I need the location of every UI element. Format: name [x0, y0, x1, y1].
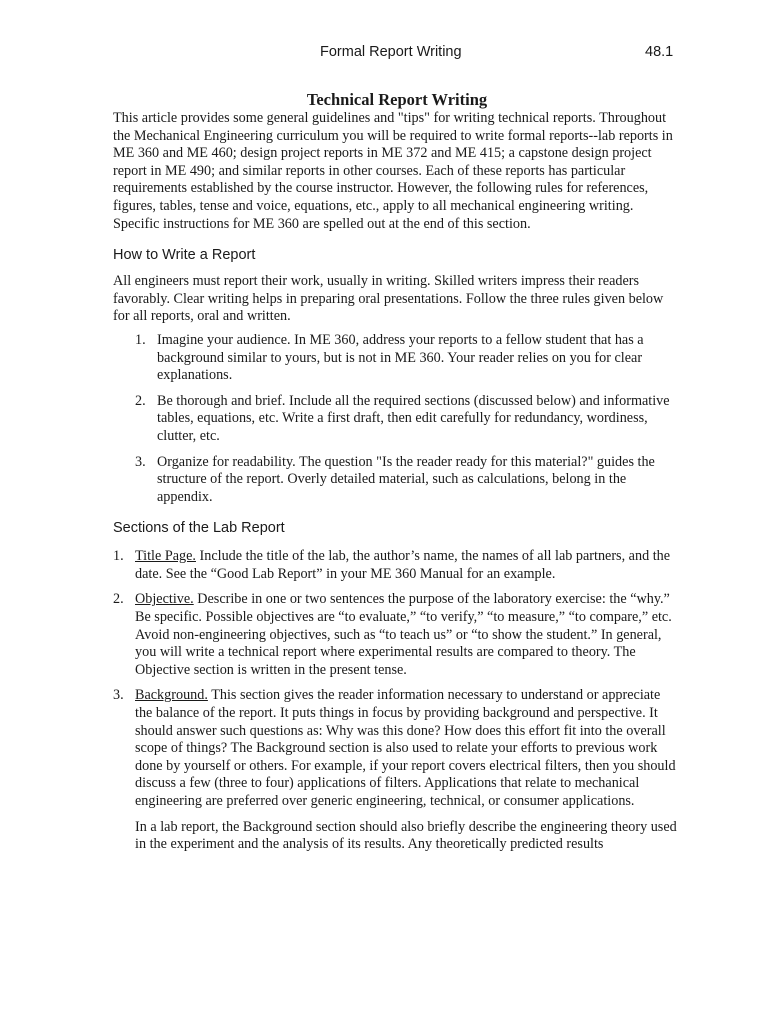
list-item-number: 1. [113, 548, 124, 565]
section-intro-paragraph: All engineers must report their work, usually in writing. Skilled writers impress their readers favorably. Clear writing helps in preparing oral presentations. Follow the three rules given below for all reports, oral and written. [113, 273, 664, 325]
section-heading-lab-report: Sections of the Lab Report [113, 520, 285, 537]
section-label-background: Background. [135, 687, 208, 704]
list-item-number: 3. [135, 453, 146, 470]
list-item-text: Organize for readability. The question "Is the reader ready for this material?" guides the structure of the report. Overly detailed material, such as calculations, belong in the appendix. [157, 453, 655, 505]
lab-report-sections-list [113, 548, 681, 854]
list-item-text: Imagine your audience. In ME 360, address your reports to a fellow student that has a background similar to yours, but is not in ME 360. Your reader relies on you for clear explanations. [157, 331, 644, 384]
list-item-number: 1. [135, 331, 146, 348]
intro-paragraph: This article provides some general guidelines and "tips" for writing technical reports. Throughout the Mechanical Engineering curriculum you will be required to write formal reports--lab reports in ME 360 and ME 460; design project reports in ME 372 and ME 415; a capstone design project report in ME 490; and similar reports in other courses. Each of these reports has particular requirements established by the course instructor. However, the following rules for references, figures, tables, tense and voice, equations, etc., apply to all mechanical engineering writing. Specific instructions for ME 360 are spelled out at the end of this section. [113, 110, 673, 232]
list-item-text: Include the title of the lab, the author’s name, the names of all lab partners, and the date. See the “Good Lab Report” in your ME 360 Manual for an example. [135, 548, 671, 582]
document-title: Technical Report Writing [306, 90, 488, 109]
list-item-number: 2. [135, 392, 146, 409]
list-item [113, 591, 681, 679]
list-item-text: This section gives the reader information necessary to understand or appreciate the balance of the report. It puts things in focus by providing background and perspective. It should answer such questions as: Why was this done? How does this effort fit into the overall scope of things? The Background section is also used to relate your efforts to previous work done by yourself or others. For example, if your report covers electrical filters, then you should discuss a few (three to four) applications of filters. Applications that relate to mechanical engineering are preferred over generic engineering, technical, or consumer applications. [135, 687, 676, 809]
list-item-number: 2. [113, 591, 124, 608]
section-label-objective: Objective. [135, 591, 194, 608]
list-item [113, 548, 681, 583]
page-header [0, 44, 768, 64]
list-item [113, 393, 681, 446]
page-number: 48.1 [645, 44, 674, 60]
section-label-title-page: Title Page. [135, 548, 196, 565]
running-header-title: Formal Report Writing [320, 44, 462, 60]
section-heading-how-to-write: How to Write a Report [113, 247, 256, 264]
list-item-text: Describe in one or two sentences the purpose of the laboratory exercise: the “why.” Be specific. Possible objectives are “to evaluate,” “to verify,” “to measure,” “to compare,” etc. Avoid non-engineering objectives, such as “to teach us” or “to show the student.” In general, you will write a technical report where experimental results are compared to theory. The Objective section is written in the present tense. [135, 591, 672, 678]
list-item [113, 332, 681, 385]
background-continuation-paragraph: In a lab report, the Background section should also briefly describe the engineering theory used in the experiment and the analysis of its results. Any theoretically predicted results [135, 818, 677, 853]
list-item [113, 687, 681, 853]
document-body [113, 90, 681, 854]
list-item-text: Be thorough and brief. Include all the required sections (discussed below) and informative tables, equations, etc. Write a first draft, then edit carefully for redundancy, wordiness, clutter, etc. [157, 392, 670, 444]
list-item [113, 454, 681, 507]
rules-list [113, 332, 681, 506]
list-item-number: 3. [113, 687, 124, 704]
